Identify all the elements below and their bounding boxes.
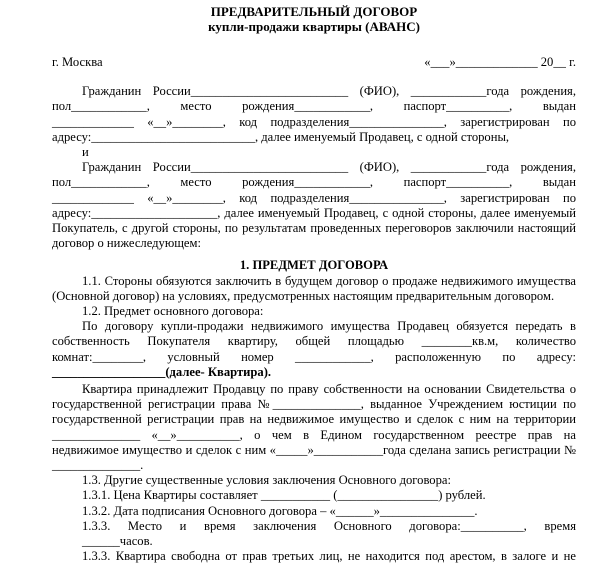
- clause-1-2: 1.2. Предмет основного договора:: [82, 304, 264, 319]
- clause-1-3-3-line1: 1.3.3. Место и время заключения Основного договора:__________, время: [82, 518, 576, 533]
- clause-1-3-2: 1.3.2. Дата подписания Основного договора – «______»_______________.: [82, 503, 478, 518]
- document-title: ПРЕДВАРИТЕЛЬНЫЙ ДОГОВОР: [210, 4, 418, 19]
- clause-1-2-b-line4: ______________ «__»__________, о чем в Едином государственном реестре прав на: [52, 427, 576, 442]
- clause-1-2-b-line1: Квартира принадлежит Продавцу по праву собственности на основании Свидетельства о: [82, 382, 576, 397]
- section1-body: [52, 274, 576, 565]
- clause-1-2-b-line3: государственной регистрации прав на недвижимое имущество и сделок с ним на территории: [52, 412, 576, 427]
- and-word: и: [82, 145, 89, 160]
- clause-1-3-4-line1: 1.3.3. Квартира свободна от прав третьих лиц, не находится под арестом, в залоге и не: [82, 549, 576, 564]
- party2-line6: договор о нижеследующем:: [52, 236, 201, 251]
- party2-line1: Гражданин России_________________________ (ФИО), ____________года рождения,: [82, 160, 576, 175]
- clause-1-3-1: 1.3.1. Цена Квартиры составляет ___________ (________________) рублей.: [82, 488, 486, 503]
- party-seller-block: [52, 84, 576, 145]
- party2-line3: _____________ «__»________, код подразделения_______________, зарегистрирован по: [52, 190, 576, 205]
- clause-1-2-a-line1: По договору купли-продажи недвижимого имущества Продавец обязуется передать в: [82, 319, 576, 334]
- section-heading: 1. ПРЕДМЕТ ДОГОВОРА: [239, 258, 389, 273]
- document-subtitle: купли-продажи квартиры (АВАНС): [208, 19, 420, 34]
- party2-line2: пол____________, место рождения____________, паспорт__________, выдан: [52, 175, 576, 190]
- clause-1-2-b-line6: ______________.: [52, 458, 144, 473]
- clause-1-2-b-line2: государственной регистрации права №______________, выданное Учреждением юстиции по: [52, 397, 576, 412]
- clause-1-2-a-line3: комнат:________, условный номер ____________, расположенную по адресу:: [52, 349, 576, 364]
- party1-line1: Гражданин России_________________________ (ФИО), ____________года рождения,: [82, 84, 576, 99]
- clause-1-3: 1.3. Другие существенные условия заключения Основного договора:: [82, 473, 451, 488]
- party-buyer-block: [52, 160, 576, 251]
- clause-1-1-line2: (Основной договор) на условиях, предусмотренных настоящим предварительным договором.: [52, 288, 555, 303]
- party2-line4: адресу:____________________, далее именуемый Продавец, с одной стороны, далее именуемый: [52, 205, 576, 220]
- city: г. Москва: [52, 55, 103, 69]
- date-field: «___»_____________ 20__ г.: [424, 55, 576, 69]
- place-date-line: [52, 55, 576, 70]
- clause-1-2-b-line5: недвижимое имущество и сделок с ним «_____»___________года сделана запись регистрации №: [52, 442, 576, 457]
- clause-1-1-line1: 1.1. Стороны обязуются заключить в будущем договор о продаже недвижимого имущества: [82, 273, 576, 288]
- clause-1-2-a-line2: собственность Покупателя квартиру, общей площадью ________кв.м, количество: [52, 334, 576, 349]
- party1-line2: пол____________, место рождения____________, паспорт__________, выдан: [52, 99, 576, 114]
- party1-line4: адресу:__________________________, далее именуемый Продавец, с одной стороны,: [52, 129, 510, 144]
- clause-1-2-a-line4: __________________(далее- Квартира).: [52, 364, 272, 379]
- party2-line5: Покупатель, с другой стороны, по результатам проведенных переговоров заключили настоящий: [52, 221, 576, 236]
- clause-1-3-3-line2: ______часов.: [82, 534, 153, 549]
- party1-line3: _____________ «__»________, код подразделения_______________, зарегистрирован по: [52, 114, 576, 129]
